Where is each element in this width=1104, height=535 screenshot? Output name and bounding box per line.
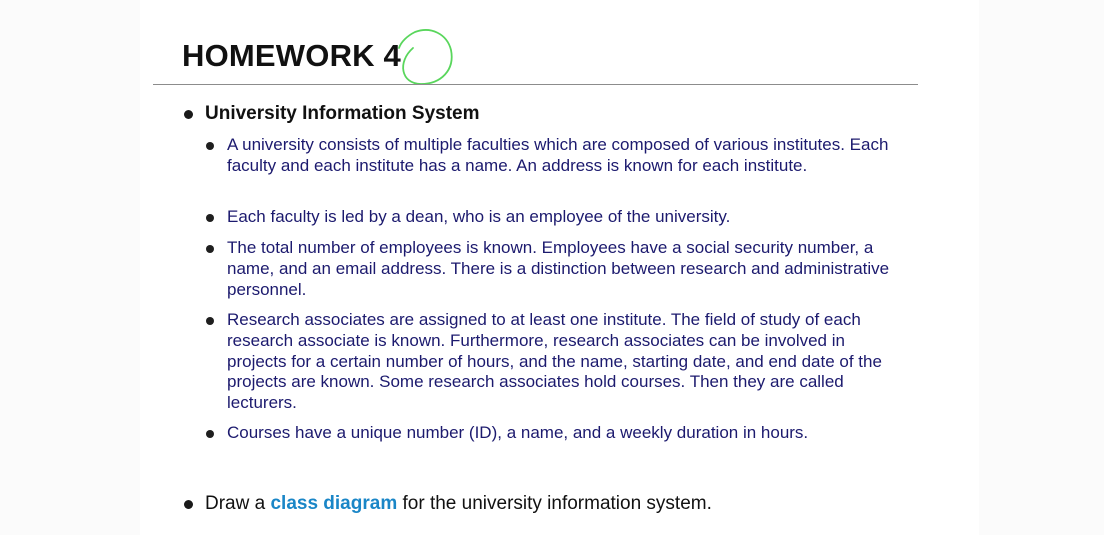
title-divider [153,84,918,85]
task-prefix: Draw a [205,493,271,514]
right-margin [979,0,1104,535]
bullet-icon [206,214,214,222]
section-heading: University Information System [205,103,480,124]
list-item: Research associates are assigned to at least one institute. The field of study of each research associate is known. Furthermore, research associates can be involved in projects for a certain number of hours, and the name, starting date, and end date of the projects are known. Some research associates hold courses. Then they are called lecturers. [227,310,882,413]
task-suffix: for the university information system. [397,493,712,514]
bullet-icon [206,317,214,325]
left-margin [0,0,140,535]
list-item: A university consists of multiple faculties which are composed of various institutes. Each faculty and each institute has a name. An address is known for each institute. [227,135,889,175]
bullet-icon [206,245,214,253]
bullet-icon [184,110,193,119]
bullet-icon [206,142,214,150]
list-item: Each faculty is led by a dean, who is an employee of the university. [227,207,731,226]
task-text [205,493,712,515]
bullet-icon [206,430,214,438]
slide-title: HOMEWORK 4 [182,38,401,73]
task-keyword: class diagram [270,493,398,514]
list-item: Courses have a unique number (ID), a name, and a weekly duration in hours. [227,423,809,442]
list-item: The total number of employees is known. Employees have a social security number, a name, and an email address. There is a distinction between research and administrative personnel. [227,238,890,299]
bullet-icon [184,500,193,509]
